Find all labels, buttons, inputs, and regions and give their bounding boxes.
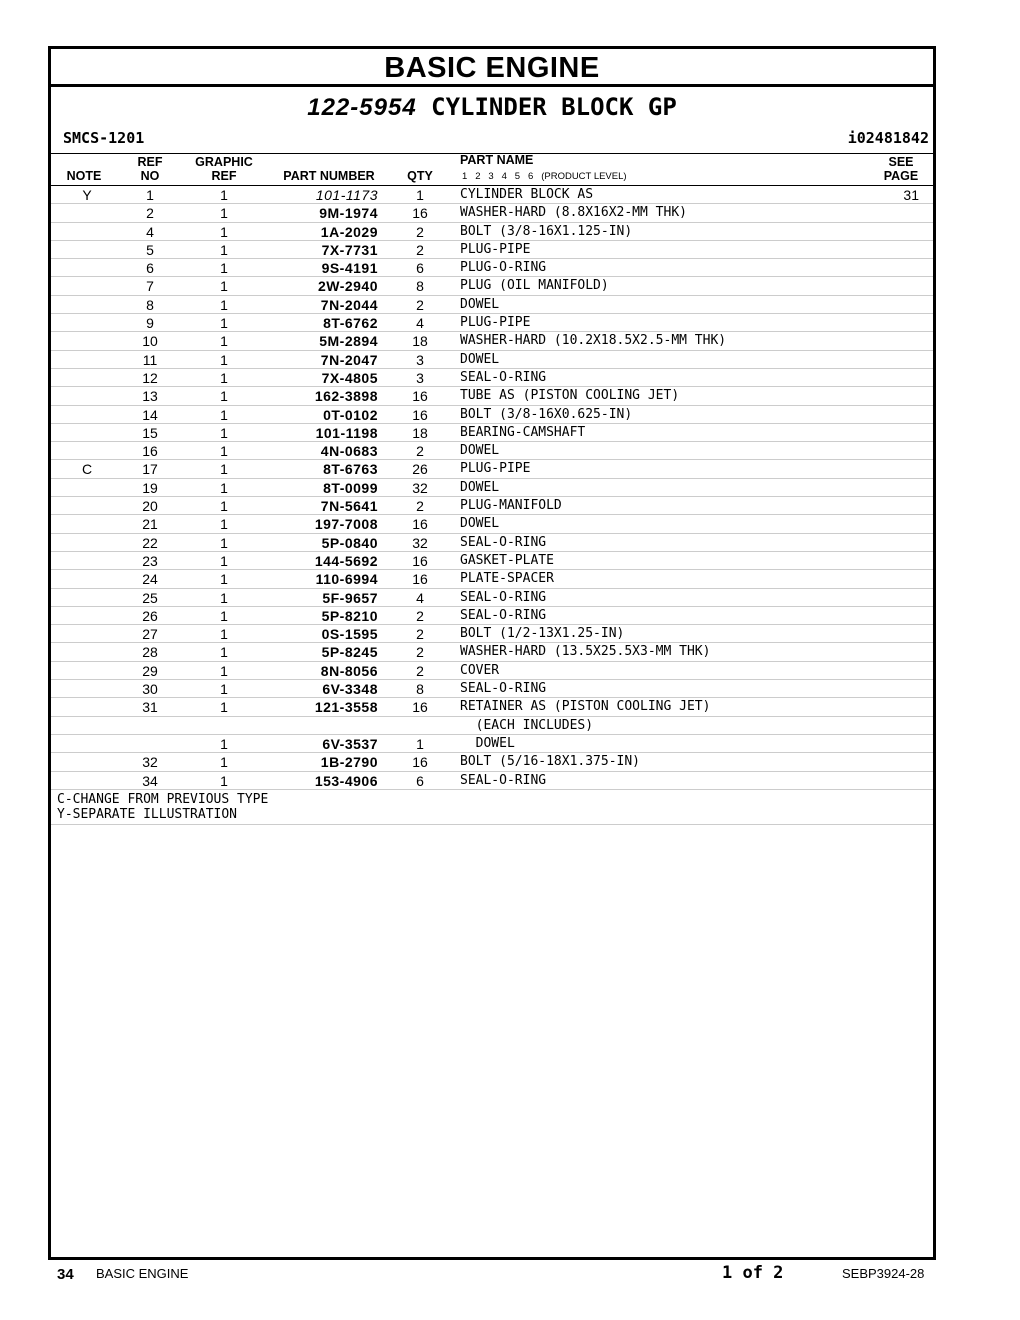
row-ref-no: 25 <box>142 589 158 606</box>
row-qty: 18 <box>412 333 428 350</box>
row-part-number: 197-7008 <box>314 516 378 533</box>
row-ref-no: 27 <box>142 626 158 643</box>
row-part-name: GASKET-PLATE <box>460 552 554 568</box>
row-qty: 2 <box>416 607 424 624</box>
row-graphic-ref: 1 <box>220 589 228 606</box>
row-ref-no: 11 <box>142 351 158 368</box>
row-ref-no: 31 <box>142 699 158 716</box>
row-qty: 3 <box>416 351 424 368</box>
row-qty: 3 <box>416 369 424 386</box>
note-legend-item: C-CHANGE FROM PREVIOUS TYPE <box>57 791 269 807</box>
row-graphic-ref: 1 <box>220 571 228 588</box>
row-part-number: 5P-0840 <box>321 534 378 551</box>
illustration-id: i02481842 <box>847 129 929 147</box>
row-part-name: PLUG-PIPE <box>460 241 531 257</box>
row-part-name: DOWEL <box>460 735 515 751</box>
row-qty: 2 <box>416 644 424 661</box>
row-qty: 16 <box>412 699 428 716</box>
footer-section: BASIC ENGINE <box>96 1266 189 1281</box>
table-row <box>51 296 933 314</box>
row-qty: 4 <box>416 315 424 332</box>
row-qty: 2 <box>416 223 424 240</box>
row-graphic-ref: 1 <box>220 443 228 460</box>
row-part-number: 5P-8210 <box>321 607 378 624</box>
row-part-name: PLUG (OIL MANIFOLD) <box>460 278 609 294</box>
row-graphic-ref: 1 <box>220 534 228 551</box>
row-qty: 4 <box>416 589 424 606</box>
row-ref-no: 34 <box>142 772 158 789</box>
row-graphic-ref: 1 <box>220 223 228 240</box>
row-ref-no: 17 <box>142 461 158 478</box>
row-part-number: 7X-7731 <box>321 241 378 258</box>
table-row <box>51 772 933 790</box>
row-part-name: BOLT (3/8-16X1.125-IN) <box>460 223 633 239</box>
header-ref-no-line2: NO <box>140 169 160 183</box>
table-row <box>51 387 933 405</box>
table-row <box>51 223 933 241</box>
row-ref-no: 2 <box>146 205 154 222</box>
header-graphic-ref-line2: REF <box>211 169 237 183</box>
row-part-number: 9S-4191 <box>321 260 378 277</box>
header-see-page-line2: PAGE <box>883 169 919 183</box>
row-ref-no: 1 <box>146 187 154 203</box>
row-part-name: PLUG-O-RING <box>460 260 547 276</box>
row-see-page: 31 <box>903 187 919 203</box>
row-graphic-ref: 1 <box>220 681 228 698</box>
table-row <box>51 643 933 661</box>
table-row <box>51 442 933 460</box>
table-row <box>51 534 933 552</box>
row-part-number: 144-5692 <box>314 552 378 569</box>
table-row <box>51 698 933 716</box>
row-graphic-ref: 1 <box>220 351 228 368</box>
row-qty: 16 <box>412 205 428 222</box>
row-part-number: 101-1198 <box>315 424 378 441</box>
row-qty: 8 <box>416 681 424 698</box>
row-part-name: DOWEL <box>460 351 500 367</box>
row-part-name: BOLT (3/8-16X0.625-IN) <box>460 406 633 422</box>
row-ref-no: 24 <box>142 571 158 588</box>
row-part-name: RETAINER AS (PISTON COOLING JET) <box>460 699 711 715</box>
row-graphic-ref: 1 <box>220 626 228 643</box>
table-row <box>51 589 933 607</box>
table-row <box>51 497 933 515</box>
row-part-number: 0S-1595 <box>321 626 378 643</box>
table-row <box>51 314 933 332</box>
header-ref-no-line1: REF <box>137 155 163 169</box>
table-row <box>51 332 933 350</box>
row-part-name: BEARING-CAMSHAFT <box>460 424 586 440</box>
row-qty: 16 <box>412 406 428 423</box>
row-qty: 1 <box>416 735 424 752</box>
row-ref-no: 21 <box>142 516 158 533</box>
table-row <box>51 625 933 643</box>
row-qty: 16 <box>412 754 428 771</box>
row-part-number: 7N-2047 <box>320 351 378 368</box>
row-graphic-ref: 1 <box>220 260 228 277</box>
row-graphic-ref: 1 <box>220 187 228 203</box>
row-ref-no: 4 <box>146 223 154 240</box>
row-part-name: WASHER-HARD (8.8X16X2-MM THK) <box>460 205 687 221</box>
row-graphic-ref: 1 <box>220 735 228 752</box>
row-graphic-ref: 1 <box>220 406 228 423</box>
row-part-number: 0T-0102 <box>323 406 378 423</box>
row-ref-no: 6 <box>146 260 154 277</box>
row-part-name: SEAL-O-RING <box>460 772 547 788</box>
row-qty: 2 <box>416 626 424 643</box>
row-part-number: 5F-9657 <box>322 589 378 606</box>
row-part-name: SEAL-O-RING <box>460 607 547 623</box>
row-part-number: 6V-3537 <box>322 735 378 752</box>
row-ref-no: 9 <box>146 315 154 332</box>
table-row <box>51 186 933 204</box>
row-part-number: 5P-8245 <box>321 644 378 661</box>
row-part-name: SEAL-O-RING <box>460 369 547 385</box>
row-qty: 2 <box>416 443 424 460</box>
row-ref-no: 29 <box>142 662 158 679</box>
row-ref-no: 23 <box>142 552 158 569</box>
row-part-name: WASHER-HARD (10.2X18.5X2.5-MM THK) <box>460 333 727 349</box>
row-qty: 16 <box>412 552 428 569</box>
table-row <box>51 369 933 387</box>
row-graphic-ref: 1 <box>220 479 228 496</box>
table-row <box>51 351 933 369</box>
group-part-number: 122-5954 <box>307 94 417 121</box>
row-part-number: 9M-1974 <box>319 205 378 222</box>
row-part-name: (EACH INCLUDES) <box>460 717 594 733</box>
footer-page-number: 34 <box>57 1266 74 1283</box>
notes-legend <box>51 790 933 825</box>
row-graphic-ref: 1 <box>220 699 228 716</box>
row-part-name: PLATE-SPACER <box>460 571 554 587</box>
row-graphic-ref: 1 <box>220 388 228 405</box>
row-graphic-ref: 1 <box>220 278 228 295</box>
row-graphic-ref: 1 <box>220 662 228 679</box>
row-part-name: SEAL-O-RING <box>460 589 547 605</box>
row-ref-no: 30 <box>142 681 158 698</box>
row-qty: 2 <box>416 296 424 313</box>
row-ref-no: 32 <box>142 754 158 771</box>
row-ref-no: 26 <box>142 607 158 624</box>
row-qty: 16 <box>412 516 428 533</box>
header-graphic-ref-line1: GRAPHIC <box>195 155 253 169</box>
row-graphic-ref: 1 <box>220 424 228 441</box>
table-row <box>51 680 933 698</box>
row-part-name: PLUG-PIPE <box>460 315 531 331</box>
row-part-number: 5M-2894 <box>319 333 378 350</box>
row-ref-no: 12 <box>142 369 158 386</box>
table-row <box>51 277 933 295</box>
table-row <box>51 479 933 497</box>
parts-list <box>51 185 933 825</box>
row-graphic-ref: 1 <box>220 369 228 386</box>
row-part-number: 8T-0099 <box>323 479 378 496</box>
group-title <box>51 93 933 122</box>
header-graphic-ref <box>189 155 259 183</box>
row-part-name: BOLT (1/2-13X1.25-IN) <box>460 626 625 642</box>
table-row <box>51 570 933 588</box>
row-graphic-ref: 1 <box>220 241 228 258</box>
row-graphic-ref: 1 <box>220 498 228 515</box>
row-qty: 18 <box>412 424 428 441</box>
row-ref-no: 15 <box>142 424 158 441</box>
row-graphic-ref: 1 <box>220 296 228 313</box>
row-graphic-ref: 1 <box>220 315 228 332</box>
row-qty: 2 <box>416 498 424 515</box>
table-row <box>51 424 933 442</box>
row-ref-no: 8 <box>146 296 154 313</box>
table-row <box>51 204 933 222</box>
row-graphic-ref: 1 <box>220 461 228 478</box>
row-qty: 16 <box>412 388 428 405</box>
table-row <box>51 607 933 625</box>
row-ref-no: 19 <box>142 479 158 496</box>
row-part-number: 8T-6762 <box>323 315 378 332</box>
table-row <box>51 735 933 753</box>
row-part-number: 7N-5641 <box>320 498 378 515</box>
row-part-number: 121-3558 <box>314 699 378 716</box>
row-part-number: 1A-2029 <box>320 223 378 240</box>
row-ref-no: 16 <box>142 443 158 460</box>
row-qty: 32 <box>412 479 428 496</box>
row-graphic-ref: 1 <box>220 333 228 350</box>
row-part-number: 7X-4805 <box>321 369 378 386</box>
header-qty: QTY <box>407 169 433 183</box>
row-part-number: 6V-3348 <box>322 681 378 698</box>
row-part-name: DOWEL <box>460 296 500 312</box>
row-qty: 2 <box>416 241 424 258</box>
row-ref-no: 13 <box>142 388 158 405</box>
table-row <box>51 552 933 570</box>
table-row <box>51 460 933 478</box>
row-part-number: 8N-8056 <box>320 662 378 679</box>
header-ref-no <box>131 155 169 183</box>
table-row <box>51 259 933 277</box>
header-note: NOTE <box>66 169 102 183</box>
row-part-number: 101-1173 <box>315 187 378 203</box>
row-part-number: 153-4906 <box>314 772 378 789</box>
header-product-levels: 1 2 3 4 5 6 (PRODUCT LEVEL) <box>462 171 627 182</box>
row-part-number: 162-3898 <box>314 388 378 405</box>
row-part-name: DOWEL <box>460 479 500 495</box>
row-qty: 26 <box>412 461 428 478</box>
smcs-code: SMCS-1201 <box>63 129 145 147</box>
row-part-name: WASHER-HARD (13.5X25.5X3-MM THK) <box>460 644 711 660</box>
row-part-number: 8T-6763 <box>323 461 378 478</box>
row-note: C <box>81 461 93 478</box>
note-legend-item: Y-SEPARATE ILLUSTRATION <box>57 806 238 822</box>
footer-document-number: SEBP3924-28 <box>842 1266 925 1281</box>
row-qty: 1 <box>416 187 424 203</box>
row-ref-no: 7 <box>146 278 154 295</box>
footer-page-of: 1 of 2 <box>722 1263 784 1283</box>
row-qty: 8 <box>416 278 424 295</box>
row-part-name: SEAL-O-RING <box>460 681 547 697</box>
table-row <box>51 241 933 259</box>
row-part-name: TUBE AS (PISTON COOLING JET) <box>460 388 680 404</box>
row-qty: 2 <box>416 662 424 679</box>
row-graphic-ref: 1 <box>220 644 228 661</box>
row-part-name: PLUG-MANIFOLD <box>460 498 562 514</box>
row-graphic-ref: 1 <box>220 552 228 569</box>
table-row <box>51 662 933 680</box>
header-part-number: PART NUMBER <box>283 169 375 183</box>
row-part-number: 2W-2940 <box>317 278 378 295</box>
table-row <box>51 406 933 424</box>
row-part-name: DOWEL <box>460 443 500 459</box>
row-ref-no: 22 <box>142 534 158 551</box>
header-see-page-line1: SEE <box>888 155 914 169</box>
table-row <box>51 753 933 771</box>
section-title: BASIC ENGINE <box>51 49 933 87</box>
row-graphic-ref: 1 <box>220 516 228 533</box>
row-part-number: 110-6994 <box>315 571 378 588</box>
row-part-name: SEAL-O-RING <box>460 534 547 550</box>
row-part-number: 1B-2790 <box>320 754 378 771</box>
row-part-name: COVER <box>460 662 500 678</box>
row-qty: 32 <box>412 534 428 551</box>
row-graphic-ref: 1 <box>220 772 228 789</box>
row-graphic-ref: 1 <box>220 205 228 222</box>
row-part-name: CYLINDER BLOCK AS <box>460 187 594 202</box>
row-part-name: DOWEL <box>460 516 500 532</box>
row-part-number: 4N-0683 <box>320 443 378 460</box>
row-part-number: 7N-2044 <box>320 296 378 313</box>
row-note: Y <box>82 187 92 203</box>
header-see-page <box>881 155 921 183</box>
row-ref-no: 10 <box>142 333 158 350</box>
row-part-name: BOLT (5/16-18X1.375-IN) <box>460 754 641 770</box>
row-graphic-ref: 1 <box>220 607 228 624</box>
row-qty: 16 <box>412 571 428 588</box>
row-qty: 6 <box>416 772 424 789</box>
row-ref-no: 14 <box>142 406 158 423</box>
table-row <box>51 717 933 735</box>
header-part-name: PART NAME <box>460 153 534 167</box>
row-qty: 6 <box>416 260 424 277</box>
parts-page-frame <box>48 46 936 1260</box>
row-ref-no: 20 <box>142 498 158 515</box>
row-ref-no: 5 <box>146 241 154 258</box>
row-graphic-ref: 1 <box>220 754 228 771</box>
row-part-name: PLUG-PIPE <box>460 461 531 477</box>
group-name: CYLINDER BLOCK GP <box>431 93 677 121</box>
table-row <box>51 515 933 533</box>
row-ref-no: 28 <box>142 644 158 661</box>
